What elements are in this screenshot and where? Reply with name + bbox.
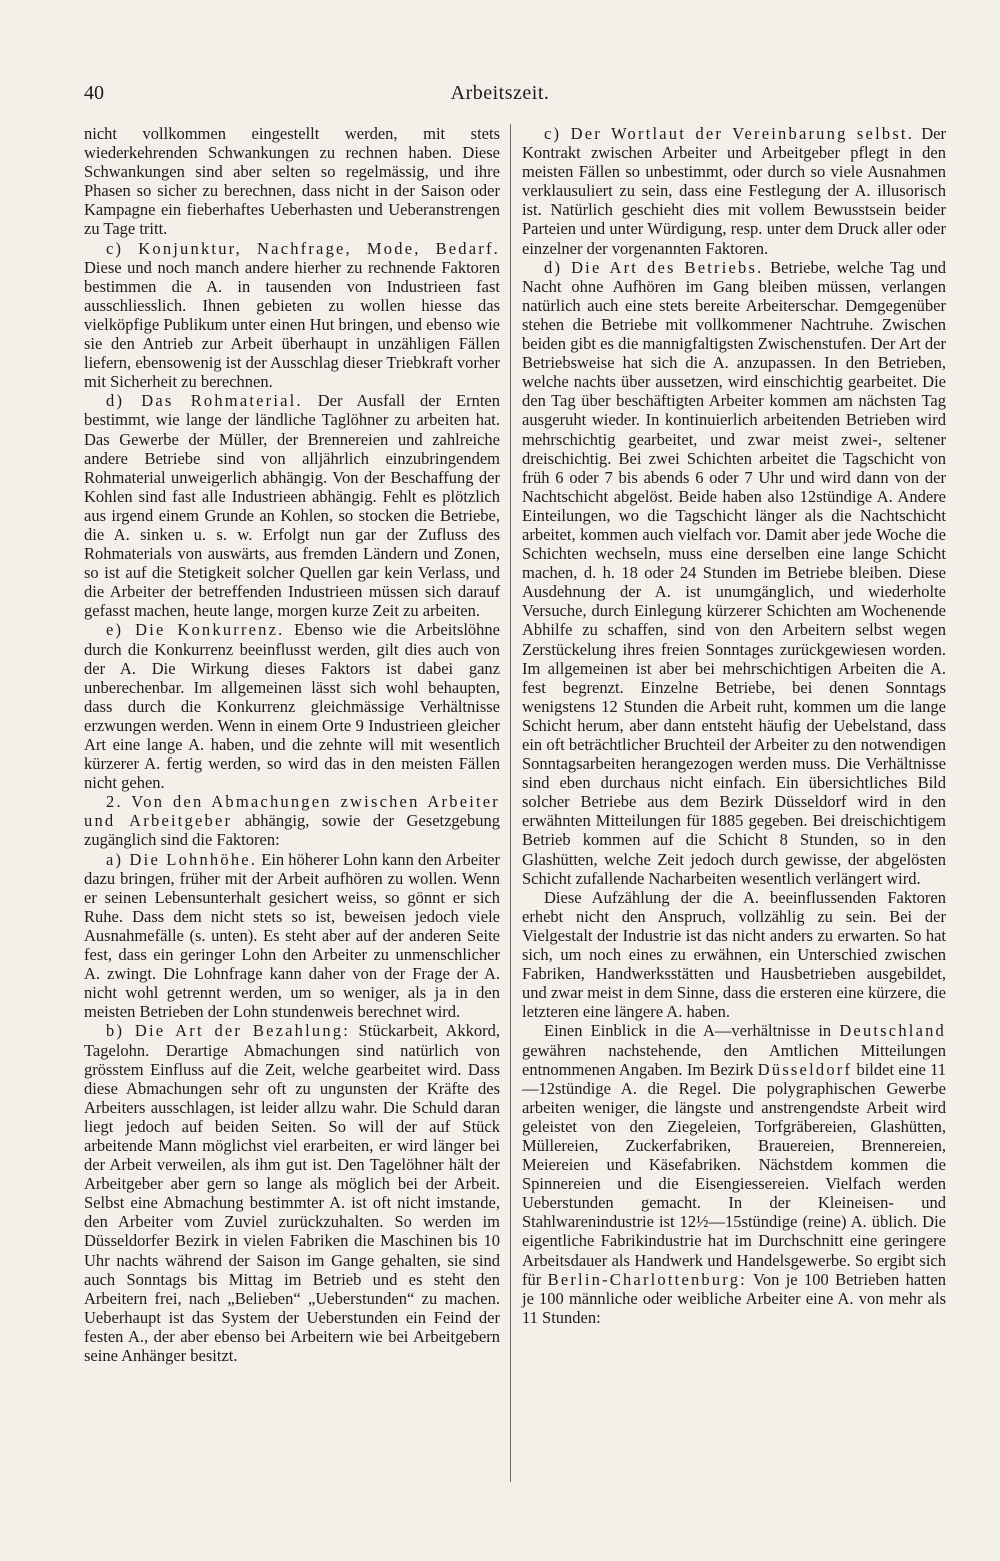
body-text: Ein höherer Lohn kann den Arbeiter dazu bringen, früher mit der Arbeit aufhören zu wollen. Wenn er seinen Lebensunterhalt gesichert weiss, so gönnt er sich Ruhe. Dass dem nicht stets so ist, beweisen jedoch viele Ausnahmefälle (s. unten). Es steht aber auf der anderen Seite fest, dass ein geringer Lohn den Arbeiter zu unmenschlicher A. zwingt. Die Lohnfrage kann daher von der Frage der A. nicht wohl getrennt werden, um so weniger, als ja in den meisten Betrieben der Lohn stundenweis berechnet wird.	[84, 849, 500, 1022]
body-text: Von je 100 Betrieben hatten je 100 männliche oder weibliche Arbeiter eine A. von mehr als 11 Stunden:	[522, 1269, 946, 1327]
body-text: Diese Aufzählung der die A. beeinflussenden Faktoren erhebt nicht den Anspruch, vollzählig zu sein. Bei der Vielgestalt der Industrie ist das nicht anders zu erwarten. So hat sich, um noch eines zu erwähnen, ein Unterschied zwischen Fabriken, Handwerksstätten und Hausbetrieben ausgebildet, und zwar meist in dem Sinne, dass die ersteren eine kürzere, die letzteren eine längere A. haben.	[522, 887, 946, 1022]
spaced-heading-text: Düsseldorf	[757, 1059, 853, 1079]
right-text-column	[522, 124, 946, 1327]
page-number: 40	[84, 82, 104, 104]
spaced-heading-text: c) Der Wortlaut der Vereinbarung selbst.	[544, 124, 915, 143]
paragraph	[84, 620, 500, 792]
paragraph	[84, 239, 500, 392]
spaced-heading-text: Berlin-Charlottenburg:	[547, 1269, 747, 1289]
paragraph	[84, 124, 500, 239]
paragraph	[522, 258, 946, 888]
body-text: nicht vollkommen eingestellt werden, mit stets wiederkehrenden Schwankungen zu rechnen haben. Diese Schwankungen sind aber selten so regelmässig, und ihre Phasen so sicher zu berechnen, dass nicht in der Saison oder Kampagne ein fieberhaftes Ueberhasten und Ueberanstrengen zu Tage tritt.	[84, 124, 500, 239]
paragraph	[522, 1021, 946, 1327]
body-text: bildet eine 11—12stündige A. die Regel. Die polygraphischen Gewerbe arbeiten weniger, die längste und anstrengendste Arbeit wird geleistet von den Ziegeleien, Torfgräbereien, Glashütten, Müllereien, Zuckerfabriken, Brauereien, Brennereien, Meiereien und Käsefabriken. Nächstdem kommen die Spinnereien und die Eisengiessereien. Vielfach werden Ueberstunden gemacht. In der Kleineisen- und Stahlwarenindustrie ist 12½—15stündige (reine) A. üblich. Die eigentliche Fabrikindustrie hat im Durchschnitt eine geringere Arbeitsdauer als Handwerk und Handelsgewerbe. So ergibt sich für	[522, 1059, 946, 1289]
body-text: Diese und noch manch andere hierher zu rechnende Faktoren bestimmen die A. in tausenden von Industrieen fast ausschliesslich. Ihnen gebieten zu wollen hiesse das vielköpfige Publikum unter einen Hut bringen, und ebenso wie sie den Antrieb zur Arbeit überhaupt in unzähligen Fällen liefern, ebensowenig ist der Ausschlag dieser Triebkraft vorher mit Sicherheit zu berechnen.	[84, 257, 500, 392]
spaced-heading-text: e) Die Konkurrenz.	[106, 620, 285, 640]
body-text: Ebenso wie die Arbeitslöhne durch die Konkurrenz beeinflusst werden, gilt dies auch von der A. Die Wirkung dieses Faktors ist dabei ganz unberechenbar. Im allgemeinen lässt sich wohl behaupten, dass durch die Konkurrenz gleichmässige Verhältnisse erzwungen werden. Wenn in einem Orte 9 Industrieen gleicher Art eine lange A. haben, und die zehnte will mit wesentlich kürzerer A. fertig werden, so wird das in den meisten Fällen nicht gehen.	[84, 620, 500, 793]
body-text: Einen Einblick in die A—verhältnisse in	[544, 1021, 840, 1041]
running-title: Arbeitszeit.	[450, 82, 550, 104]
body-text: abhängig, sowie der Gesetzgebung zugänglich sind die Faktoren:	[84, 811, 500, 850]
paragraph	[84, 1021, 500, 1365]
paragraph	[84, 391, 500, 620]
body-text: Stückarbeit, Akkord, Tagelohn. Derartige Abmachungen sind natürlich von grösstem Einfluss auf die Zeit, welche gearbeitet wird. Dass diese Abmachungen sehr oft zu ungunsten der Kräfte des Arbeiters ausschlagen, ist leider allzu wahr. Die Schuld daran liegt jedoch auf beiden Seiten. So will der auf Stück arbeitende Mann möglichst viel erarbeiten, er wird länger bei der Arbeit verweilen, als ihm gut ist. Den Tagelöhner hält der Arbeitgeber aber gern so lange als möglich bei der Arbeit. Selbst eine Abmachung bestimmter A. ist oft nicht imstande, den Arbeiter vom Zuviel zurückzuhalten. So werden im Düsseldorfer Bezirk in vielen Fabriken die Maschinen bis 10 Uhr nachts während der Saison im Gange gehalten, sie sind auch Sonntags bis Mittag im Betrieb und es steht den Arbeitern frei, nach „Belieben“ „Ueberstunden“ zu machen. Ueberhaupt ist das System der Ueberstunden ein Feind der festen A., der aber ebenso bei Arbeitern wie bei Arbeitgebern seine Anhänger besitzt.	[84, 1021, 500, 1365]
body-text: Der Ausfall der Ernten bestimmt, wie lange der ländliche Taglöhner zu arbeiten hat. Das Gewerbe der Müller, der Brennereien und zahlreiche andere Betriebe sind von alljährlich einzubringendem Rohmaterial unweigerlich abhängig. Von der Beschaffung der Kohlen sind fast alle Industrieen abhängig. Fehlt es plötzlich aus irgend einem Grunde an Kohlen, so stocken die Betriebe, die A. sinken u. s. w. Erfolgt nun gar der Zufluss des Rohmaterials von auswärts, aus fremden Ländern und Zonen, so ist auf die Stetigkeit solcher Quellen gar kein Verlass, und die Arbeiter der betreffenden Industrieen müssen sich darauf gefasst machen, heute lange, morgen kurze Zeit zu arbeiten.	[84, 391, 500, 621]
spaced-heading-text: a) Die Lohnhöhe.	[106, 849, 258, 869]
paragraph	[84, 792, 500, 849]
spaced-heading-text: b) Die Art der Bezahlung:	[106, 1021, 351, 1041]
paragraph	[84, 850, 500, 1022]
column-divider	[510, 124, 511, 1482]
left-text-column	[84, 124, 500, 1365]
spaced-heading-text: d) Die Art des Betriebs.	[544, 257, 764, 277]
spaced-heading-text: d) Das Rohmaterial.	[106, 391, 303, 411]
body-text: gewähren nachstehende, den Amtlichen Mitteilungen entnommenen Angaben. Im Bezirk	[522, 1040, 946, 1079]
body-text: Der Kontrakt zwischen Arbeiter und Arbeitgeber pflegt in den meisten Fällen so unbestimmt, oder durch so viele Ausnahmen verklausuliert zu sein, dass eine Festlegung der A. illusorisch ist. Natürlich geschieht dies mit vollem Bewusstsein beider Parteien und unter Würdigung, resp. unter dem Druck aller oder einzelner der vorgenannten Faktoren.	[522, 124, 947, 258]
body-text: Betriebe, welche Tag und Nacht ohne Aufhören im Gang bleiben müssen, verlangen natürlich auch eine stets bereite Arbeiterschar. Demgegenüber stehen die Betriebe mit vollkommener Nachtruhe. Zwischen beiden gibt es die mannigfaltigsten Zwischenstufen. Der Art der Betriebsweise hat sich die A. anzupassen. In den Betrieben, welche nachts über aussetzen, wird einschichtig gearbeitet. Die den Tag über beschäftigten Arbeiter kommen am nächsten Tag ausgeruht wieder. In kontinuierlich arbeitenden Betrieben wird mehrschichtig gearbeitet, und zwar meist zwei-, seltener dreischichtig. Bei zwei Schichten arbeitet die Tagschicht von früh 6 oder 7 bis abends 6 oder 7 Uhr und wird dann von der Nachtschicht abgelöst. Beide haben also 12stündige A. Andere Einteilungen, wo die Tagschicht länger als die Nachtschicht arbeitet, kommen auch vielfach vor. Damit aber jede Woche die Schichten wechseln, muss eine derselben eine lange Schicht machen, d. h. 18 oder 24 Stunden im Betriebe bleiben. Diese Ausdehnung der A. ist unumgänglich, und wiederholte Versuche, durch Einlegung kürzerer Schichten am Wochenende Abhilfe zu schaffen, sind von den Arbeitern selbst wegen Zerstückelung ihres freien Sonntages zurückgewiesen worden. Im allgemeinen ist aber bei mehrschichtigen Arbeiten die A. fest begrenzt. Einzelne Betriebe, bei denen Sonntags wenigstens 12 Stunden die Arbeit ruht, kommen um die lange Schicht herum, aber dann entsteht häufig der Uebelstand, dass ein oft beträchtlicher Bruchteil der Arbeiter zu den notwendigen Sonntagsarbeiten herangezogen werden muss. Die Verhältnisse sind eben durchaus nicht einfach. Ein übersichtliches Bild solcher Betriebe aus dem Bezirk Düsseldorf wird in den erwähnten Mitteilungen für 1885 gegeben. Bei dreischichtigem Betrieb kommen auf die Schicht 8 Stunden, so in den Glashütten, welche Zeit jedoch durch gewisse, der abgelösten Schicht zufallende Nacharbeiten wesentlich verlängert wird.	[522, 257, 946, 888]
paragraph	[522, 888, 946, 1022]
spaced-heading-text: Deutschland	[839, 1021, 946, 1041]
spaced-heading-text: c) Konjunktur, Nachfrage, Mode, Bedarf.	[106, 238, 500, 258]
spaced-heading-text: 2. Von den Abmachungen zwischen Arbeiter und Arbeitgeber	[84, 792, 500, 831]
paragraph	[522, 124, 946, 258]
